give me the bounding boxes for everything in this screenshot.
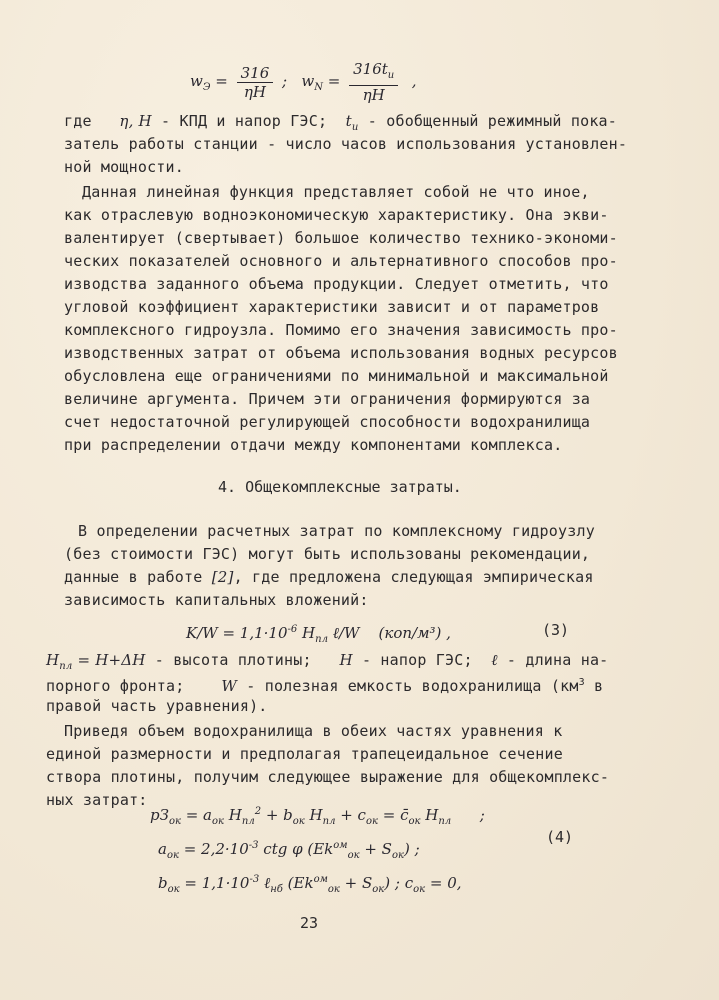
para5-line: Приведя объем водохранилища в обеих частях уравнения к <box>64 722 563 740</box>
para2-line: ческих показателей основного и альтернативного способов про- <box>64 252 618 270</box>
para2-line: комплексного гидроузла. Помимо его значения зависимость про- <box>64 321 618 339</box>
w3-denominator: ηH <box>243 82 266 101</box>
para4-line1: $H_{пл} = H+\Delta H$ - высота плотины; H - напор ГЭС; ℓ - длина на- <box>46 651 609 672</box>
para2-line: при распределении отдачи между компонентами комплекса. <box>64 436 563 454</box>
para5-line: створа плотины, получим следующее выражение для общекомплекс- <box>46 768 610 786</box>
formula-4-line2: $a_{ок} = 2,2\cdot 10^{-3}$ ctg φ $(Ek^{ом}_{ок} + S_{ок})$ ; <box>158 840 420 861</box>
reference-link: [2] <box>211 568 234 586</box>
para2-line: угловой коэффициент характеристики зависит и от параметров <box>64 298 600 316</box>
w3-numerator: 316 <box>237 64 274 83</box>
equation-number-3: (3) <box>542 621 570 639</box>
w3-fraction <box>237 64 274 101</box>
para2-line: изводственных затрат от объема использования водных ресурсов <box>64 344 618 362</box>
wn-symbol: w <box>301 72 315 90</box>
formula-separator: ; <box>282 72 288 90</box>
formula-4-line1: $pЗ_{ок} = a_{ок}$ $H_{пл}^2 + b_{ок}$ $H_{пл} + c_{ок}$ = $c̄_{ок}$ $H_{пл}$ ; <box>150 806 485 827</box>
formula-end: , <box>411 72 417 90</box>
formula-4-line3: $b_{ок} = 1,1\cdot 10^{-3}$ ℓ$_{нб}$ $(Ek^{ом}_{ок} + S_{ок})$ ; $c_{ок} = 0$, <box>158 874 462 895</box>
equation-number-4: (4) <box>546 828 574 846</box>
para1-line2: затель работы станции - число часов использования установлен- <box>64 135 628 153</box>
page-number: 23 <box>300 914 319 932</box>
para5-line: ных затрат: <box>46 791 148 809</box>
para4-line2: порного фронта; W - полезная емкость водохранилища ($км^3$ в <box>46 677 604 695</box>
para2-line: валентирует (свертывает) большое количество технико-экономи- <box>64 229 618 247</box>
para2-line: Данная линейная функция представляет собой не что иное, <box>82 183 590 201</box>
para1-line3: ной мощности. <box>64 158 184 176</box>
w3-subscript: Э <box>202 82 211 93</box>
para2-line: величине аргумента. Причем эти ограничения формируются за <box>64 390 591 408</box>
para2-line: изводства заданного объема продукции. Следует отметить, что <box>64 275 609 293</box>
para3-line1: В определении расчетных затрат по комплексному гидроузлу <box>78 522 595 540</box>
para3-line2: (без стоимости ГЭС) могут быть использованы рекомендации, <box>64 545 591 563</box>
para2-line: обусловлена еще ограничениями по минимальной и максимальной <box>64 367 609 385</box>
para3-line3: данные в работе [2], где предложена следующая эмпирическая <box>64 568 594 586</box>
formula-3: $K/W = 1,1\cdot 10^{-6}$ $H_{пл}$ ℓ/W (коп/м³) , <box>186 624 451 645</box>
w3-symbol: w <box>190 72 203 90</box>
para2-line: как отраслевую водноэкономическую характеристику. Она экви- <box>64 206 609 224</box>
para2-line: счет недостаточной регулирующей способности водохранилища <box>64 413 591 431</box>
para3-line4: зависимость капитальных вложений: <box>64 591 369 609</box>
formula-top: $w_Э$ = $\frac{316}{\eta H}$ ; $w_N$ = $\frac{316t_u}{\eta H}$ , <box>190 60 417 104</box>
para4-line3: правой часть уравнения). <box>46 697 268 715</box>
wn-fraction <box>349 60 398 104</box>
wn-subscript: N <box>314 82 323 93</box>
section-heading: 4. Общекомплексные затраты. <box>218 478 462 496</box>
wn-numerator: $316t_u$ <box>349 60 398 86</box>
wn-denominator: ηH <box>362 86 385 104</box>
para5-line: единой размерности и предполагая трапецеидальное сечение <box>46 745 563 763</box>
para1-line1: где η, H - КПД и напор ГЭС; $t_u$ - обобщенный режимный пока- <box>64 112 618 133</box>
